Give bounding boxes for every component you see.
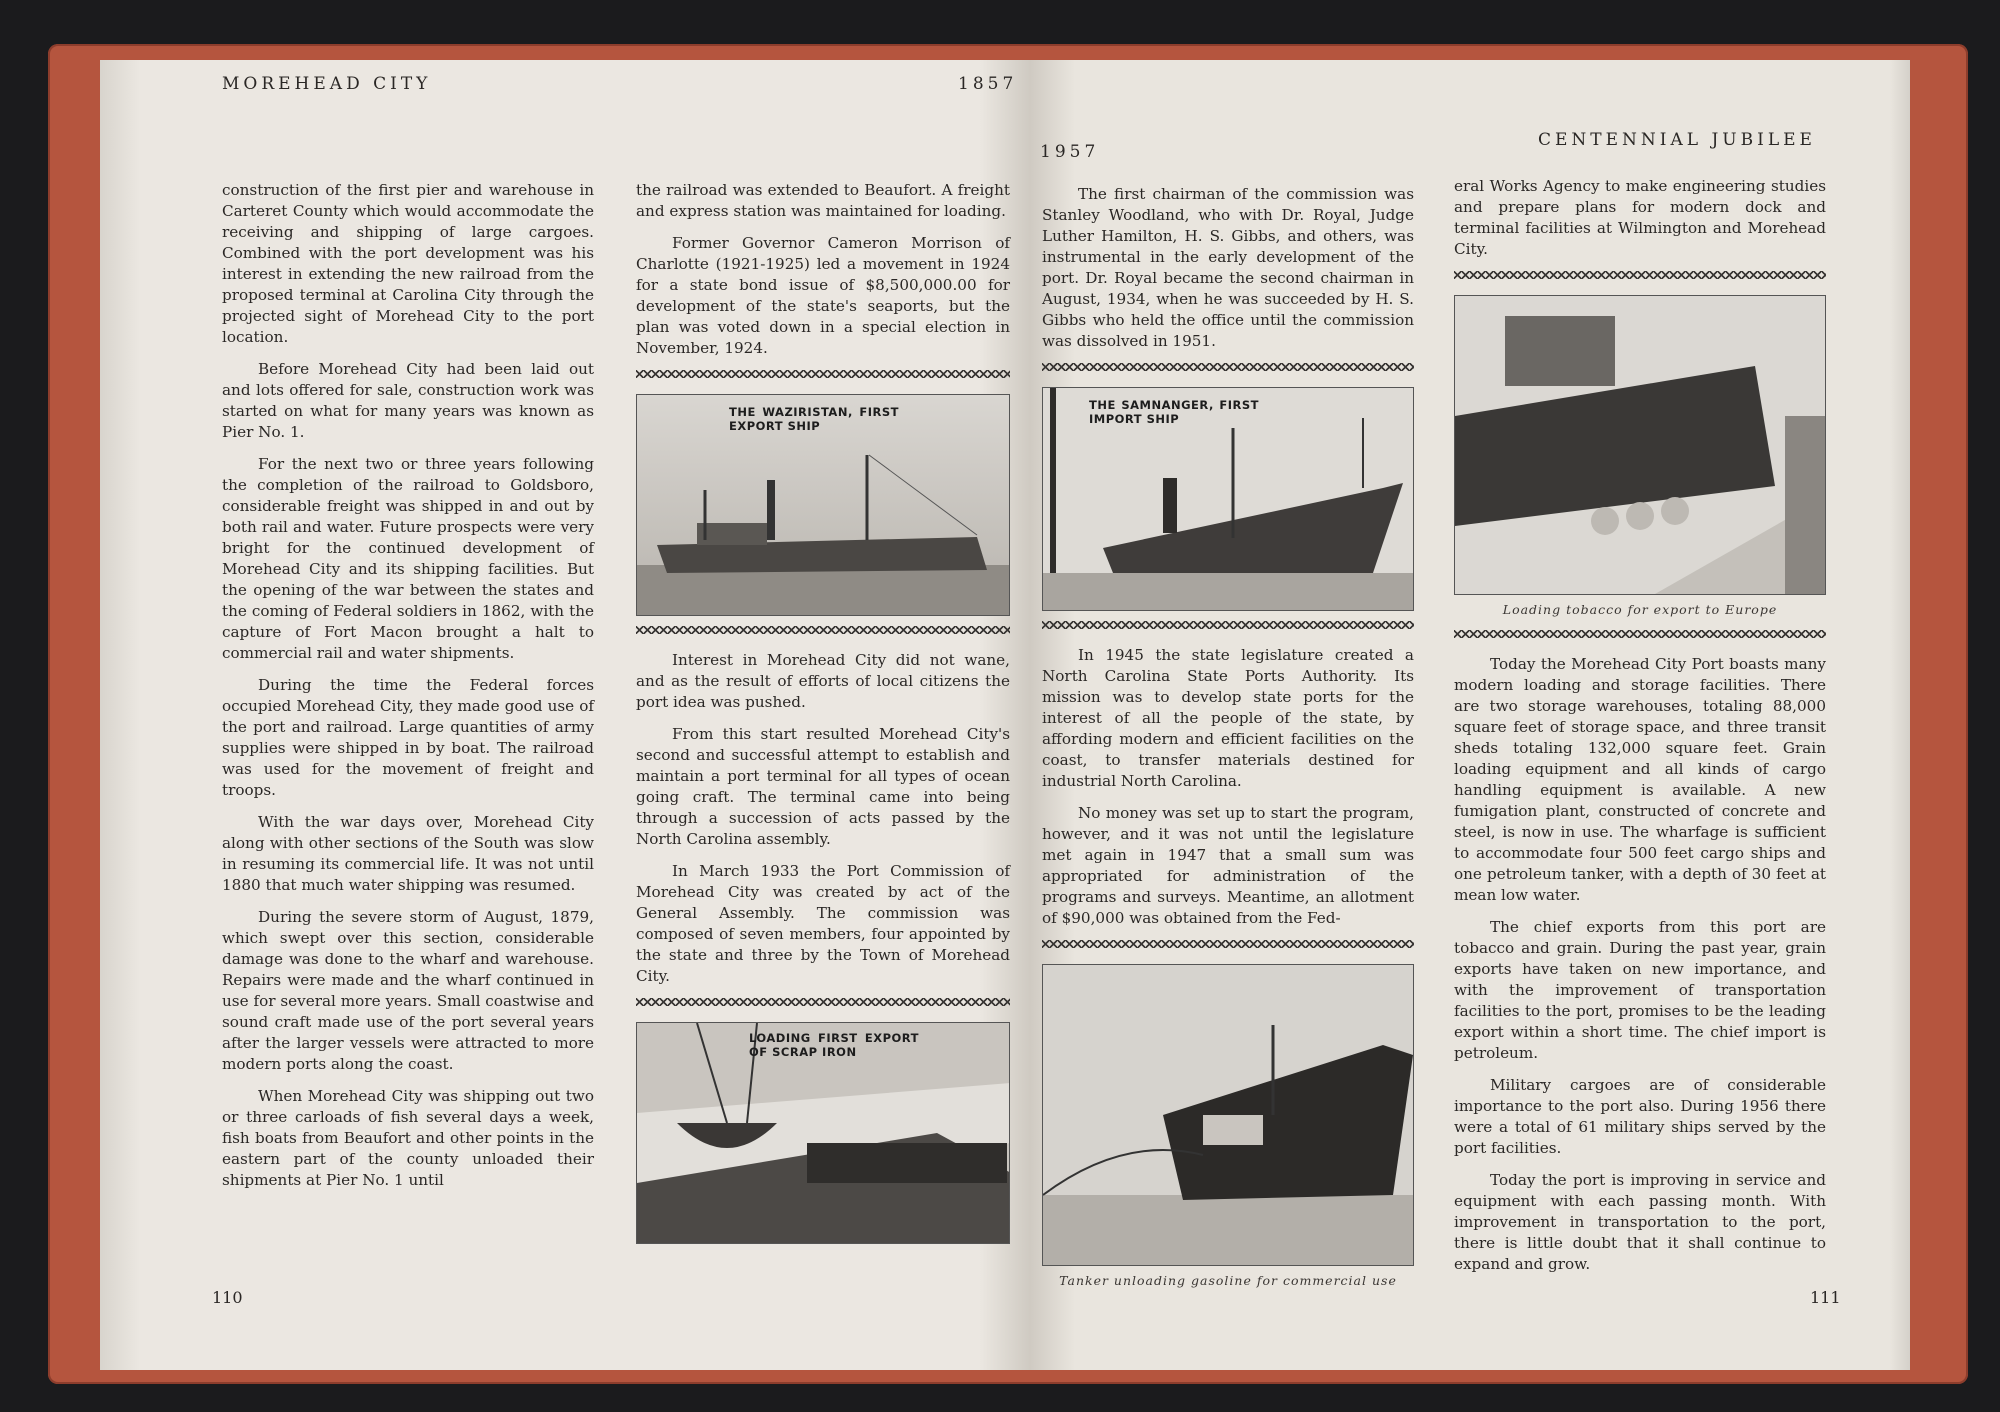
wavy-divider: [1042, 363, 1414, 371]
paragraph: Today the Morehead City Port boasts many modern loading and storage facilities. There are two storage warehouses, totaling 88,000 square feet of storage space, and three transit sheds totaling 132,000 square feet. Grain loading equipment and all kinds of cargo handling equipment is available. A new fumigation plant, constructed of concrete and steel, is now in use. The wharfage is sufficient to accommodate four 500 feet cargo ships and one petroleum tanker, with a depth of 30 feet at mean low water.: [1454, 655, 1826, 904]
wavy-divider: [1042, 621, 1414, 629]
paragraph: eral Works Agency to make engineering studies and prepare plans for modern dock and terminal facilities at Wilmington and Morehead City.: [1454, 177, 1826, 258]
page-number-left: 110: [212, 1288, 243, 1307]
right-column-1: [1042, 184, 1414, 1291]
paragraph: Today the port is improving in service and equipment with each passing month. With improvement in transportation to the port, there is little doubt that it shall continue to expand and grow.: [1454, 1171, 1826, 1273]
paragraph: During the severe storm of August, 1879, which swept over this section, considerable damage was done to the wharf and warehouse. Repairs were made and the wharf continued in use for several more years. Small coastwise and sound craft made use of the port several years after the larger vessels were attracted to more modern ports along the coast.: [222, 908, 594, 1073]
paragraph: For the next two or three years following the completion of the railroad to Goldsboro, considerable freight was shipped in and out by both rail and water. Future prospects were very bright for the continued development of Morehead City and its shipping facilities. But the opening of the war between the states and the coming of Federal soldiers in 1862, with the capture of Fort Macon brought a halt to commercial rail and water shipments.: [222, 455, 594, 662]
photo-samnanger-ship: [1042, 387, 1414, 611]
photo-label: LOADING FIRST EXPORT OF SCRAP IRON: [749, 1031, 919, 1059]
header-left-year: 1857: [958, 74, 1018, 94]
paragraph: Former Governor Cameron Morrison of Charlotte (1921-1925) led a movement in 1924 for a state bond issue of $8,500,000.00 for development of the state's seaports, but the plan was voted down in a special election in November, 1924.: [636, 234, 1010, 357]
photo-tobacco-loading: [1454, 295, 1826, 595]
photo-caption: Loading tobacco for export to Europe: [1502, 602, 1778, 617]
wavy-divider: [1454, 630, 1826, 638]
photo-label: THE WAZIRISTAN, FIRST EXPORT SHIP: [729, 405, 899, 433]
header-right-year: 1957: [1040, 142, 1100, 162]
paragraph: When Morehead City was shipping out two or three carloads of fish several days a week, fish boats from Beaufort and other points in the eastern part of the county unloaded their shipments at Pier No. 1 until: [222, 1087, 594, 1189]
wavy-divider: [1042, 940, 1414, 948]
paragraph: From this start resulted Morehead City's second and successful attempt to establish and maintain a port terminal for all types of ocean going craft. The terminal came into being through a succession of acts passed by the North Carolina assembly.: [636, 725, 1010, 848]
left-column-1: [222, 180, 594, 1202]
photo-scrap-iron: [636, 1022, 1010, 1244]
paragraph: The first chairman of the commission was Stanley Woodland, who with Dr. Royal, Judge Luther Hamilton, H. S. Gibbs, and others, was instrumental in the early development of the port. Dr. Royal became the second chairman in August, 1934, when he was succeeded by H. S. Gibbs who held the office until the commission was dissolved in 1951.: [1042, 185, 1414, 350]
paragraph: Military cargoes are of considerable importance to the port also. During 1956 there were a total of 61 military ships served by the port facilities.: [1454, 1076, 1826, 1157]
paragraph: With the war days over, Morehead City along with other sections of the South was slow in resuming its commercial life. It was not until 1880 that much water shipping was resumed.: [222, 813, 594, 894]
tobacco-photo-image: [1455, 296, 1826, 594]
right-column-2: [1454, 176, 1826, 1286]
paragraph: During the time the Federal forces occupied Morehead City, they made good use of the port and railroad. Large quantities of army supplies were shipped in by boat. The railroad was used for the movement of freight and troops.: [222, 676, 594, 799]
photo-tanker: [1042, 964, 1414, 1266]
page-number-right: 111: [1810, 1288, 1841, 1307]
paragraph: In 1945 the state legislature created a North Carolina State Ports Authority. Its mission was to develop state ports for the interest of all the people of the state, by affording modern and efficient facilities on the coast, to transfer materials destined for industrial North Carolina.: [1042, 646, 1414, 790]
wavy-divider: [636, 370, 1010, 378]
paragraph: the railroad was extended to Beaufort. A freight and express station was maintained for loading.: [636, 181, 1010, 220]
paragraph: Before Morehead City had been laid out and lots offered for sale, construction work was started on what for many years was known as Pier No. 1.: [222, 360, 594, 441]
photo-label: THE SAMNANGER, FIRST IMPORT SHIP: [1089, 398, 1259, 426]
photo-caption: Tanker unloading gasoline for commercial use: [1059, 1273, 1397, 1288]
paragraph: In March 1933 the Port Commission of Morehead City was created by act of the General Assembly. The commission was composed of seven members, four appointed by the state and three by the Town of Morehead City.: [636, 862, 1010, 985]
paragraph: construction of the first pier and warehouse in Carteret County which would accommodate the receiving and shipping of large cargoes. Combined with the port development was his interest in extending the new railroad from the proposed terminal at Carolina City through the projected sight of Morehead City to the port location.: [222, 181, 594, 346]
wavy-divider: [636, 626, 1010, 634]
wavy-divider: [1454, 271, 1826, 279]
photo-waziristan-ship: [636, 394, 1010, 616]
paragraph: Interest in Morehead City did not wane, and as the result of efforts of local citizens the port idea was pushed.: [636, 651, 1010, 711]
tanker-photo-image: [1043, 965, 1414, 1265]
paragraph: No money was set up to start the program, however, and it was not until the legislature met again in 1947 that a small sum was appropriated for administration of the programs and surveys. Meantime, an allotment of $90,000 was obtained from the Fed-: [1042, 804, 1414, 927]
header-right-title: CENTENNIAL JUBILEE: [1538, 130, 1816, 150]
header-left-title: MOREHEAD CITY: [222, 74, 432, 94]
paragraph: The chief exports from this port are tobacco and grain. During the past year, grain exports have taken on new importance, and with the improvement of transportation facilities to the port, promises to be the leading export within a short time. The chief import is petroleum.: [1454, 918, 1826, 1062]
left-column-2: [636, 180, 1010, 1244]
wavy-divider: [636, 998, 1010, 1006]
